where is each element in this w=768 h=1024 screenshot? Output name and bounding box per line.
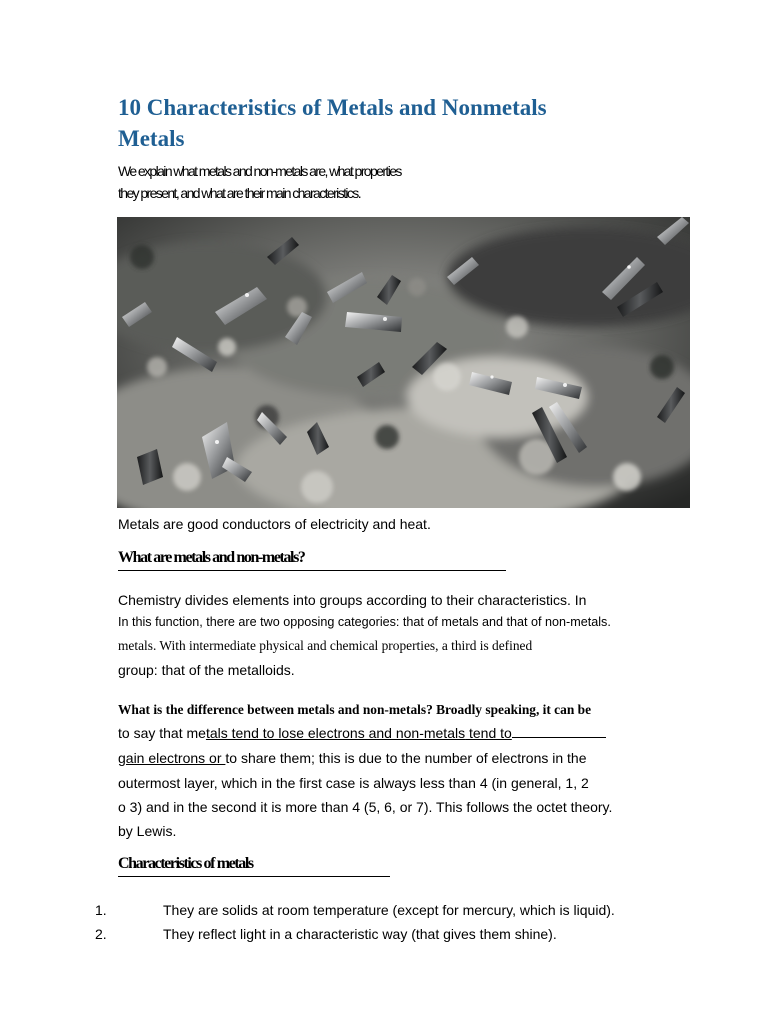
subtitle [118, 160, 448, 204]
paragraph-line: metals. With intermediate physical and chemical properties, a third is defined [118, 638, 533, 653]
paragraph-categories [118, 589, 678, 681]
underlined-text: tend to [465, 725, 512, 741]
underlined-text: tals tend to lose electrons and non-metals [205, 725, 466, 741]
subtitle-line-1: We explain what metals and non-metals are, what properties [118, 163, 401, 179]
heading-what-are-metals: What are metals and non-metals? [118, 547, 506, 571]
list-text: They reflect light in a characteristic way (that gives them shine). [163, 926, 557, 942]
metal-crystals-photo [117, 217, 690, 508]
list-number: 2. [95, 926, 107, 942]
paragraph-difference [118, 699, 678, 843]
list-item [0, 898, 768, 922]
paragraph-line: outermost layer, which in the first case is always less than 4 (in general, 1, 2 [118, 775, 589, 791]
paragraph-line: o 3) and in the second it is more than 4 (5, 6, or 7). This follows the octet theory. [118, 799, 613, 815]
page-title [118, 92, 678, 154]
list-item [0, 922, 768, 946]
title-line-1: 10 Characteristics of Metals and Nonmetals [118, 95, 547, 120]
paragraph-line: group: that of the metalloids. [118, 662, 295, 678]
paragraph-line [118, 746, 678, 771]
text-segment: to say that me [118, 725, 206, 741]
paragraph-line: In this function, there are two opposing categories: that of metals and that of non-metals. [118, 615, 611, 629]
characteristics-list [0, 898, 768, 946]
image-caption: Metals are good conductors of electricity and heat. [118, 516, 431, 532]
underline-gap [512, 723, 606, 738]
heading-characteristics: Characteristics of metals [118, 853, 390, 877]
paragraph-line: Chemistry divides elements into groups according to their characteristics. In [118, 592, 587, 608]
paragraph-line: by Lewis. [118, 823, 177, 839]
paragraph-line: What is the difference between metals and non-metals? Broadly speaking, it can be [118, 702, 592, 717]
text-segment: to share them; this is due to the number of electrons in the [225, 750, 587, 766]
title-line-2: Metals [118, 126, 185, 151]
paragraph-line [118, 721, 678, 746]
subtitle-line-2: they present, and what are their main characteristics. [118, 185, 360, 201]
list-text: They are solids at room temperature (except for mercury, which is liquid). [163, 902, 615, 918]
underlined-text: gain electrons or [118, 750, 226, 766]
list-number: 1. [95, 902, 107, 918]
